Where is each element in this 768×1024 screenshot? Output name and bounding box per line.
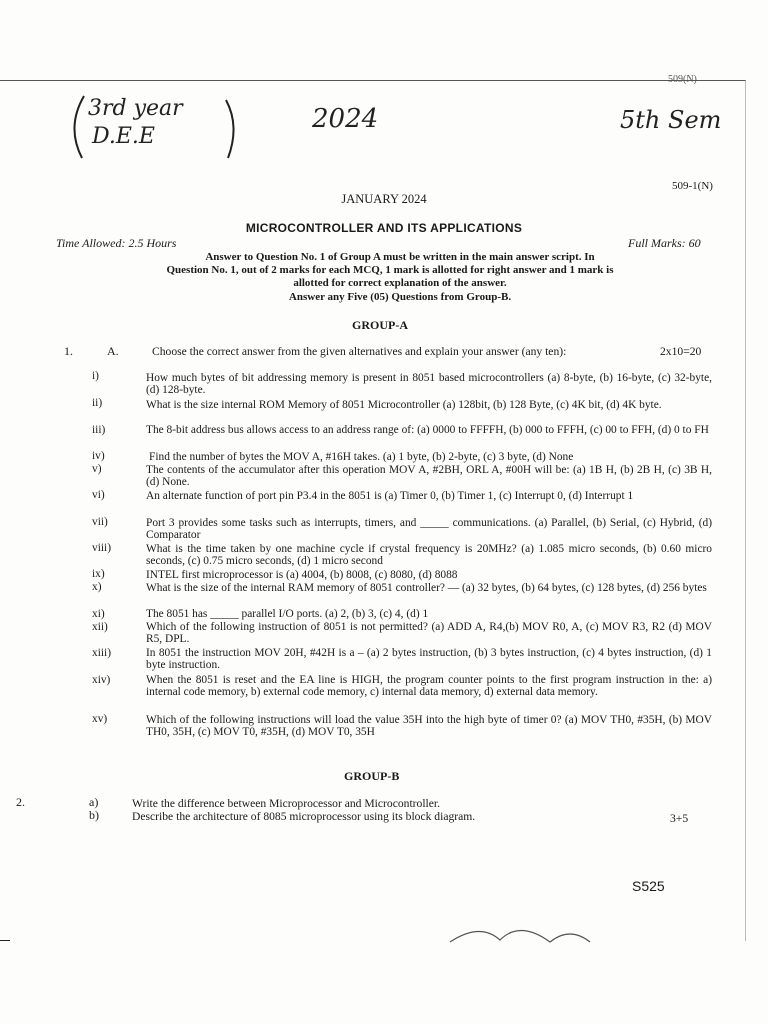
mcq-number: ix) <box>92 568 105 580</box>
mcq-number: xiii) <box>92 647 111 659</box>
footer-code: S525 <box>632 878 665 894</box>
scan-artifact <box>440 912 640 944</box>
mcq-text: The contents of the accumulator after this operation MOV A, #2BH, ORL A, #00H will be: (a) 1B H, (b) 2B H, (c) 3B H, (d) None. <box>146 464 712 489</box>
group-b-heading: GROUP-B <box>344 769 400 783</box>
mcq-number: iv) <box>92 450 105 462</box>
instruction-line-3: allotted for correct explanation of the answer. <box>293 277 507 289</box>
instruction-line-1: Answer to Question No. 1 of Group A must be written in the main answer script. In <box>205 251 595 263</box>
subquestion-label: b) <box>89 808 99 822</box>
handwritten-2024: 2024 <box>312 104 379 134</box>
mcq-text: In 8051 the instruction MOV 20H, #42H is a – (a) 2 bytes instruction, (b) 3 bytes instruction, (c) 4 bytes instruction, (d) 1 byte instruction. <box>146 647 712 672</box>
mcq-number: x) <box>92 581 102 593</box>
time-allowed: Time Allowed: 2.5 Hours <box>56 236 177 250</box>
handwritten-dept: D.E.E <box>92 124 155 149</box>
left-edge-mark <box>0 940 10 941</box>
handwritten-year: 3rd year <box>88 96 183 121</box>
mcq-number: viii) <box>92 542 111 554</box>
paper-title: MICROCONTROLLER AND ITS APPLICATIONS <box>245 221 523 235</box>
mcq-number: xi) <box>92 608 105 620</box>
mcq-text: An alternate function of port pin P3.4 in the 8051 is (a) Timer 0, (b) Timer 1, (c) Interrupt 0, (d) Interrupt 1 <box>146 490 634 502</box>
paper-code: 509-1(N) <box>672 180 713 192</box>
mcq-number: vii) <box>92 516 108 528</box>
question-prompt: Choose the correct answer from the given alternatives and explain your answer (any ten): <box>152 345 567 358</box>
instruction-line-4: Answer any Five (05) Questions from Group-B. <box>288 291 512 303</box>
mcq-text: Find the number of bytes the MOV A, #16H takes. (a) 1 byte, (b) 2-byte, (c) 3 byte, (d) None <box>149 451 574 463</box>
mcq-text: What is the size internal ROM Memory of 8051 Microcontroller (a) 128bit, (b) 128 Byte, (c) 4K bit, (d) 4K byte. <box>146 399 662 411</box>
handwritten-bracket-right <box>222 96 242 162</box>
mcq-text: What is the time taken by one machine cycle if crystal frequency is 20MHz? (a) 1.085 micro seconds, (b) 0.60 micro seconds, (c) 0.75 micro seconds, (d) 1 micro second <box>146 543 712 568</box>
mcq-text: Which of the following instructions will load the value 35H into the high byte of timer 0? (a) MOV TH0, #35H, (b) MOV TH0, 35H, (c) MOV T0, #35H, (d) MOV T0, 35H <box>146 714 712 739</box>
mcq-number: ii) <box>92 397 103 409</box>
mcq-text: Port 3 provides some tasks such as interrupts, timers, and _____ communications. (a) Parallel, (b) Serial, (c) Hybrid, (d) Comparator <box>146 517 712 542</box>
mcq-number: xv) <box>92 713 108 725</box>
subquestion-marks: 3+5 <box>670 812 689 825</box>
group-a-heading: GROUP-A <box>352 318 408 332</box>
mcq-text: When the 8051 is reset and the EA line is HIGH, the program counter points to the first program instruction in the: a) internal code memory, b) external code memory, c) internal data memory, d) external data memory. <box>146 674 712 699</box>
mcq-text: The 8051 has _____ parallel I/O ports. (a) 2, (b) 3, (c) 4, (d) 1 <box>146 608 429 620</box>
subquestion-text: Describe the architecture of 8085 microprocessor using its block diagram. <box>132 810 476 823</box>
mcq-text: The 8-bit address bus allows access to an address range of: (a) 0000 to FFFFH, (b) 000 to FFFH, (c) 00 to FFH, (d) 0 to FH <box>146 424 709 436</box>
subquestion-label: a) <box>89 795 99 809</box>
mcq-number: xii) <box>92 621 108 633</box>
mcq-number: xiv) <box>92 674 111 686</box>
question-number: 2. <box>16 795 25 809</box>
mcq-text: How much bytes of bit addressing memory is present in 8051 based microcontrollers (a) 8-byte, (b) 16-byte, (c) 32-byte, (d) 128-byte. <box>146 372 712 397</box>
mcq-text: What is the size of the internal RAM memory of 8051 controller? — (a) 32 bytes, (b) 64 bytes, (c) 128 bytes, (d) 256 bytes <box>146 582 707 594</box>
mcq-text: Which of the following instruction of 8051 is not permitted? (a) ADD A, R4,(b) MOV R0, A, (c) MOV R3, R2 (d) MOV R5, DPL. <box>146 621 712 646</box>
handwritten-bracket-left <box>64 92 88 162</box>
subquestion-text: Write the difference between Microprocessor and Microcontroller. <box>132 797 441 810</box>
mcq-number: i) <box>92 370 99 382</box>
handwritten-semester: 5th Sem <box>620 106 722 134</box>
question-number: 1. <box>64 344 73 358</box>
full-marks: Full Marks: 60 <box>628 236 701 250</box>
top-code: 509(N) <box>668 74 697 85</box>
exam-date: JANUARY 2024 <box>341 192 427 206</box>
mcq-text: INTEL first microprocessor is (a) 4004, (b) 8008, (c) 8080, (d) 8088 <box>146 569 458 581</box>
instruction-line-2: Question No. 1, out of 2 marks for each MCQ, 1 mark is allotted for right answer and 1 mark is <box>166 264 614 276</box>
question-marks: 2x10=20 <box>660 345 702 358</box>
question-part: A. <box>107 344 119 358</box>
mcq-number: vi) <box>92 489 105 501</box>
mcq-number: iii) <box>92 424 106 436</box>
mcq-number: v) <box>92 463 102 475</box>
